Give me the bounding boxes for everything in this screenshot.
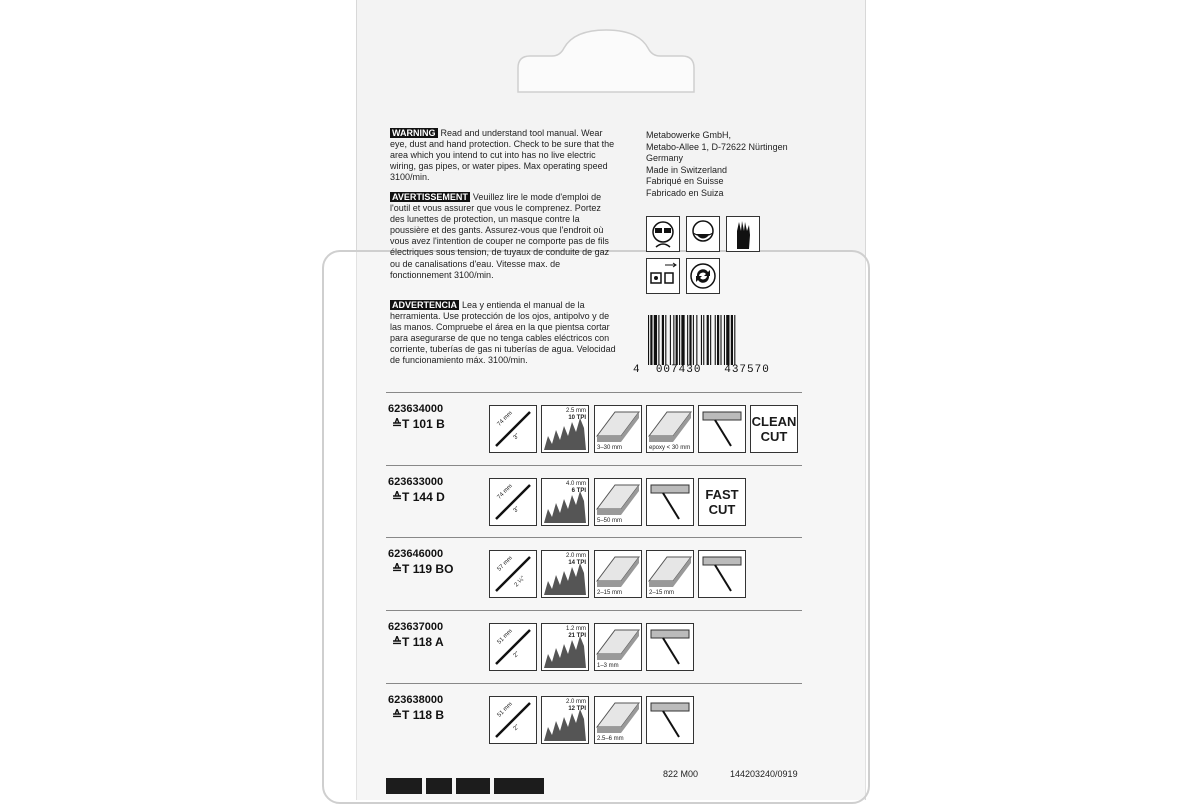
material-thickness: epoxy < 30 mm (649, 445, 691, 451)
material-thickness: 5–50 mm (597, 518, 623, 524)
barcode-bar (715, 315, 716, 365)
blade-length-picture (489, 478, 537, 526)
blade-length-picture (489, 696, 537, 744)
material-thickness: 2–15 mm (649, 590, 675, 596)
blade-length: 51 mm (496, 701, 514, 719)
blade-length-inch: 3" (512, 432, 521, 442)
material-picture (594, 550, 642, 598)
advertencia-text: Lea y entienda el manual de la herramienta. Use protección de los ojos, antipolvo y de las manos. Compruebe el área en la que pientsa cortar para asegurarse de que no tenga cables eléctricos con corriente, tuberías de gas ni tuberías de agua. Velocidad de funcionamiento máx. 3100/min. (390, 300, 616, 366)
blade-length-inch: 3" (512, 505, 521, 515)
tooth-pitch: 4.0 mm (565, 481, 586, 487)
warning-en (390, 128, 616, 183)
article-code: 623633000 (388, 476, 444, 488)
disconnect-plug-icon (646, 258, 680, 294)
avertissement-text: Veuillez lire le mode d'emploi de l'outil et vous assurer que vous le comprenez. Portez des lunettes de protection, un masque contre la poussière et des gants. Assurez-vous que l'endroit où vous avez l'intention de couper ne comporte pas de fils électriques sous tension, de tuyaux de conduite de gaz ou de canalisations d'eau. Vitesse max. de fonctionnement 3100/min. (390, 192, 610, 280)
barcode-bar (724, 315, 725, 365)
material-thickness: 2.5–6 mm (597, 736, 624, 742)
blade-length-inch: 2" (512, 723, 521, 733)
barcode (646, 315, 772, 365)
barcode-bar (689, 315, 691, 365)
barcode-bar (662, 315, 664, 365)
blade-model: ≙T 144 D (392, 490, 445, 504)
blade-length: 74 mm (496, 410, 514, 428)
tooth-pitch: 2.0 mm (565, 553, 586, 559)
barcode-bar (676, 315, 678, 365)
tpi: 12 TPI (568, 706, 586, 712)
barcode-bar (734, 315, 735, 365)
tooth-pitch-picture (541, 550, 589, 598)
barcode-bar (693, 315, 694, 365)
address-line: Metabowerke GmbH, (646, 130, 732, 140)
material-picture (646, 550, 694, 598)
address-line: Fabricado en Suiza (646, 187, 724, 198)
material-picture (594, 696, 642, 744)
tpi: 6 TPI (571, 488, 586, 494)
footer-article-number: 144203240/0919 (730, 769, 798, 779)
recycle-icon (686, 258, 720, 294)
barcode-bar (687, 315, 688, 365)
dust-mask-icon (686, 216, 720, 252)
blade-model: ≙T 118 A (392, 635, 444, 649)
blade-length: 74 mm (496, 483, 514, 501)
warning-fr (390, 192, 616, 281)
tooth-pitch: 2.0 mm (565, 699, 586, 705)
tooth-pitch: 1.2 mm (565, 626, 586, 632)
footer-block (426, 778, 452, 794)
product-row (386, 683, 802, 754)
blade-length-picture (489, 623, 537, 671)
cut-type-picture (646, 696, 694, 744)
barcode-bar (710, 315, 711, 365)
barcode-digits-left: 007430 (655, 364, 702, 376)
avertissement-label: AVERTISSEMENT (392, 192, 468, 202)
cut-type-picture (698, 405, 746, 453)
blade-length-picture (489, 550, 537, 598)
tooth-pitch-picture (541, 623, 589, 671)
material-thickness: 1–3 mm (597, 663, 619, 669)
material-thickness: 3–30 mm (597, 445, 623, 451)
barcode-bar (654, 315, 657, 365)
cut-badge: FAST CUT (698, 478, 746, 526)
barcode-bar (648, 315, 649, 365)
tpi: 14 TPI (568, 560, 586, 566)
tpi: 21 TPI (568, 633, 586, 639)
material-thickness: 2–15 mm (597, 590, 623, 596)
manufacturer-address (646, 130, 788, 200)
blade-length: 51 mm (496, 628, 514, 646)
product-row (386, 537, 802, 608)
warning-label: WARNING (392, 128, 436, 138)
barcode-bar (696, 315, 697, 365)
barcode-digits-right: 437570 (724, 364, 770, 376)
warning-es (390, 300, 616, 367)
barcode-bar (658, 315, 659, 365)
cut-type-picture (646, 478, 694, 526)
warning-text: Read and understand tool manual. Wear eye, dust and hand protection. Check to be sure that the area which you intend to cut into has no live electric wiring, gas pipes, or water pipes. Max operating speed 3100/min. (390, 128, 615, 183)
tooth-pitch-picture (541, 478, 589, 526)
barcode-digit: 4 (633, 364, 641, 376)
barcode-bar (650, 315, 652, 365)
address-line: Made in Switzerland (646, 164, 728, 175)
barcode-bar (720, 315, 721, 365)
eye-protection-icon (646, 216, 680, 252)
article-code: 623638000 (388, 694, 444, 706)
material-picture (646, 405, 694, 453)
barcode-bar (673, 315, 674, 365)
material-picture (594, 478, 642, 526)
blade-model: ≙T 118 B (392, 708, 445, 722)
blade-length: 57 mm (496, 555, 514, 573)
barcode-bar (681, 315, 684, 365)
barcode-bar (665, 315, 666, 365)
tooth-pitch: 2.5 mm (565, 408, 586, 414)
barcode-bar (707, 315, 709, 365)
barcode-bar (726, 315, 729, 365)
address-line: Fabriqué en Suisse (646, 176, 724, 187)
blade-model: ≙T 119 BO (392, 562, 454, 576)
blade-length-inch: 2 ¼" (513, 575, 527, 589)
blade-length-picture (489, 405, 537, 453)
material-picture (594, 623, 642, 671)
article-code: 623637000 (388, 621, 444, 633)
blade-length-inch: 2" (512, 650, 521, 660)
footer-block (456, 778, 490, 794)
barcode-bar (670, 315, 671, 365)
tpi: 10 TPI (568, 415, 586, 421)
gloves-icon (726, 216, 760, 252)
footer-block (494, 778, 544, 794)
product-row (386, 392, 802, 463)
address-line: Germany (646, 153, 684, 164)
tooth-pitch-picture (541, 696, 589, 744)
barcode-bar (701, 315, 702, 365)
barcode-bar (717, 315, 719, 365)
advertencia-label: ADVERTENCIA (392, 300, 458, 310)
article-code: 623634000 (388, 403, 444, 415)
product-row (386, 465, 802, 536)
article-code: 623646000 (388, 548, 444, 560)
footer-code: 822 M00 (663, 769, 699, 779)
tooth-pitch-picture (541, 405, 589, 453)
cut-badge: CLEAN CUT (750, 405, 798, 453)
footer-block (386, 778, 422, 794)
barcode-bar (703, 315, 704, 365)
material-picture (594, 405, 642, 453)
cut-type-picture (698, 550, 746, 598)
barcode-bar (679, 315, 680, 365)
barcode-number (633, 364, 770, 376)
address-line: Metabo-Allee 1, D-72622 Nürtingen (646, 141, 788, 152)
hang-hole (516, 28, 696, 94)
cut-type-picture (646, 623, 694, 671)
blade-model: ≙T 101 B (392, 417, 445, 431)
product-row (386, 610, 802, 681)
barcode-bar (731, 315, 733, 365)
